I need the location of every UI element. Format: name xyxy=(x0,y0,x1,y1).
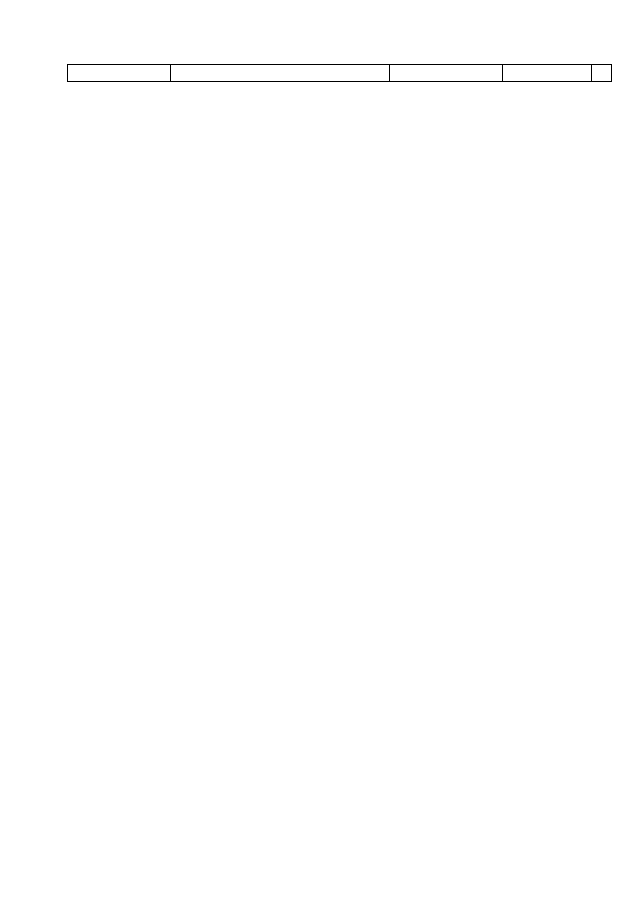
column-5-header xyxy=(592,65,611,81)
column-3-header xyxy=(390,65,503,81)
table-header-row xyxy=(67,64,612,82)
column-1-header xyxy=(68,65,171,81)
column-2-header xyxy=(171,65,390,81)
column-4-header xyxy=(503,65,592,81)
